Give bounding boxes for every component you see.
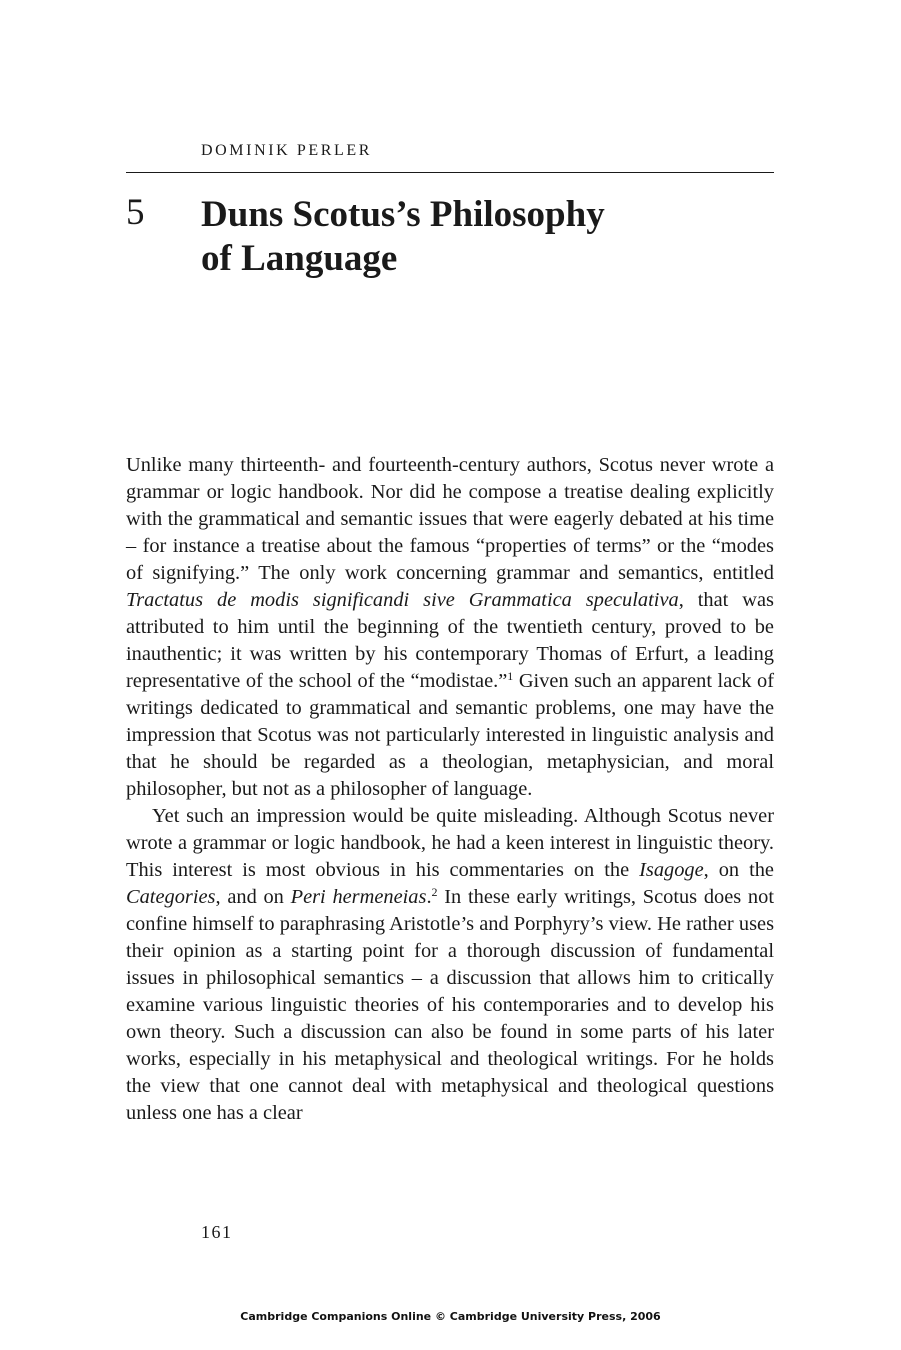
- italic-title-peri-hermeneias: Peri hermeneias: [290, 886, 427, 908]
- footnote-ref-2[interactable]: 2: [431, 885, 438, 899]
- copyright-footer: Cambridge Companions Online © Cambridge University Press, 2006: [240, 1310, 661, 1323]
- chapter-title: [201, 193, 761, 281]
- body-text: [126, 452, 774, 1127]
- paragraph-1: [126, 452, 774, 803]
- page-number: 161: [201, 1222, 233, 1242]
- text-run: , and on: [215, 886, 291, 908]
- italic-title-isagoge: Isagoge: [639, 859, 704, 881]
- italic-title-categories: Categories: [126, 886, 216, 908]
- chapter-title-line-1: Duns Scotus’s Philosophy: [201, 194, 605, 235]
- chapter-title-line-2: of Language: [201, 238, 398, 279]
- text-run: Unlike many thirteenth- and fourteenth-century authors, Scotus never wrote a grammar or logic handbook. Nor did he compose a treatise dealing explicitly with the grammatical and semantic issues that were eagerly debated at his time – for instance a treatise about the famous “properties of terms” or the “modes of signifying.” The only work concerning grammar and semantics, entitled: [126, 454, 774, 584]
- text-run: Given such an apparent lack of writings dedicated to grammatical and semantic problems, one may have the impression that Scotus was not particularly interested in linguistic analysis and that he should be regarded as a theologian, metaphysician, and moral philosopher, but not as a philosopher of language.: [126, 670, 774, 800]
- text-run: Yet such an impression would be quite misleading. Although Scotus never wrote a grammar or logic handbook, he had a keen interest in linguistic theory. This interest is most obvious in his commentaries on the: [126, 805, 774, 881]
- paragraph-2: [126, 803, 774, 1127]
- footnote-ref-1[interactable]: 1: [507, 669, 514, 683]
- text-run: , that was attributed to him until the beginning of the twentieth century, proved to be inauthentic; it was written by his contemporary Thomas of Erfurt, a leading representative of the school of the “modistae.”: [126, 589, 774, 692]
- chapter-number: 5: [126, 192, 145, 233]
- header-rule: [126, 172, 774, 173]
- italic-title-tractatus: Tractatus de modis significandi sive Grammatica speculativa: [126, 589, 679, 611]
- text-run: , on the: [703, 859, 774, 881]
- running-head-author: DOMINIK PERLER: [201, 142, 373, 159]
- text-run: In these early writings, Scotus does not confine himself to paraphrasing Aristotle’s and Porphyry’s view. He rather uses their opinion as a starting point for a thorough discussion of fundamental issues in philosophical semantics – a discussion that allows him to critically examine various linguistic theories of his contemporaries and to develop his own theory. Such a discussion can also be found in some parts of his later works, especially in his metaphysical and theological writings. For he holds the view that one cannot deal with metaphysical and theological questions unless one has a clear: [126, 886, 774, 1124]
- text-run: .: [426, 886, 432, 908]
